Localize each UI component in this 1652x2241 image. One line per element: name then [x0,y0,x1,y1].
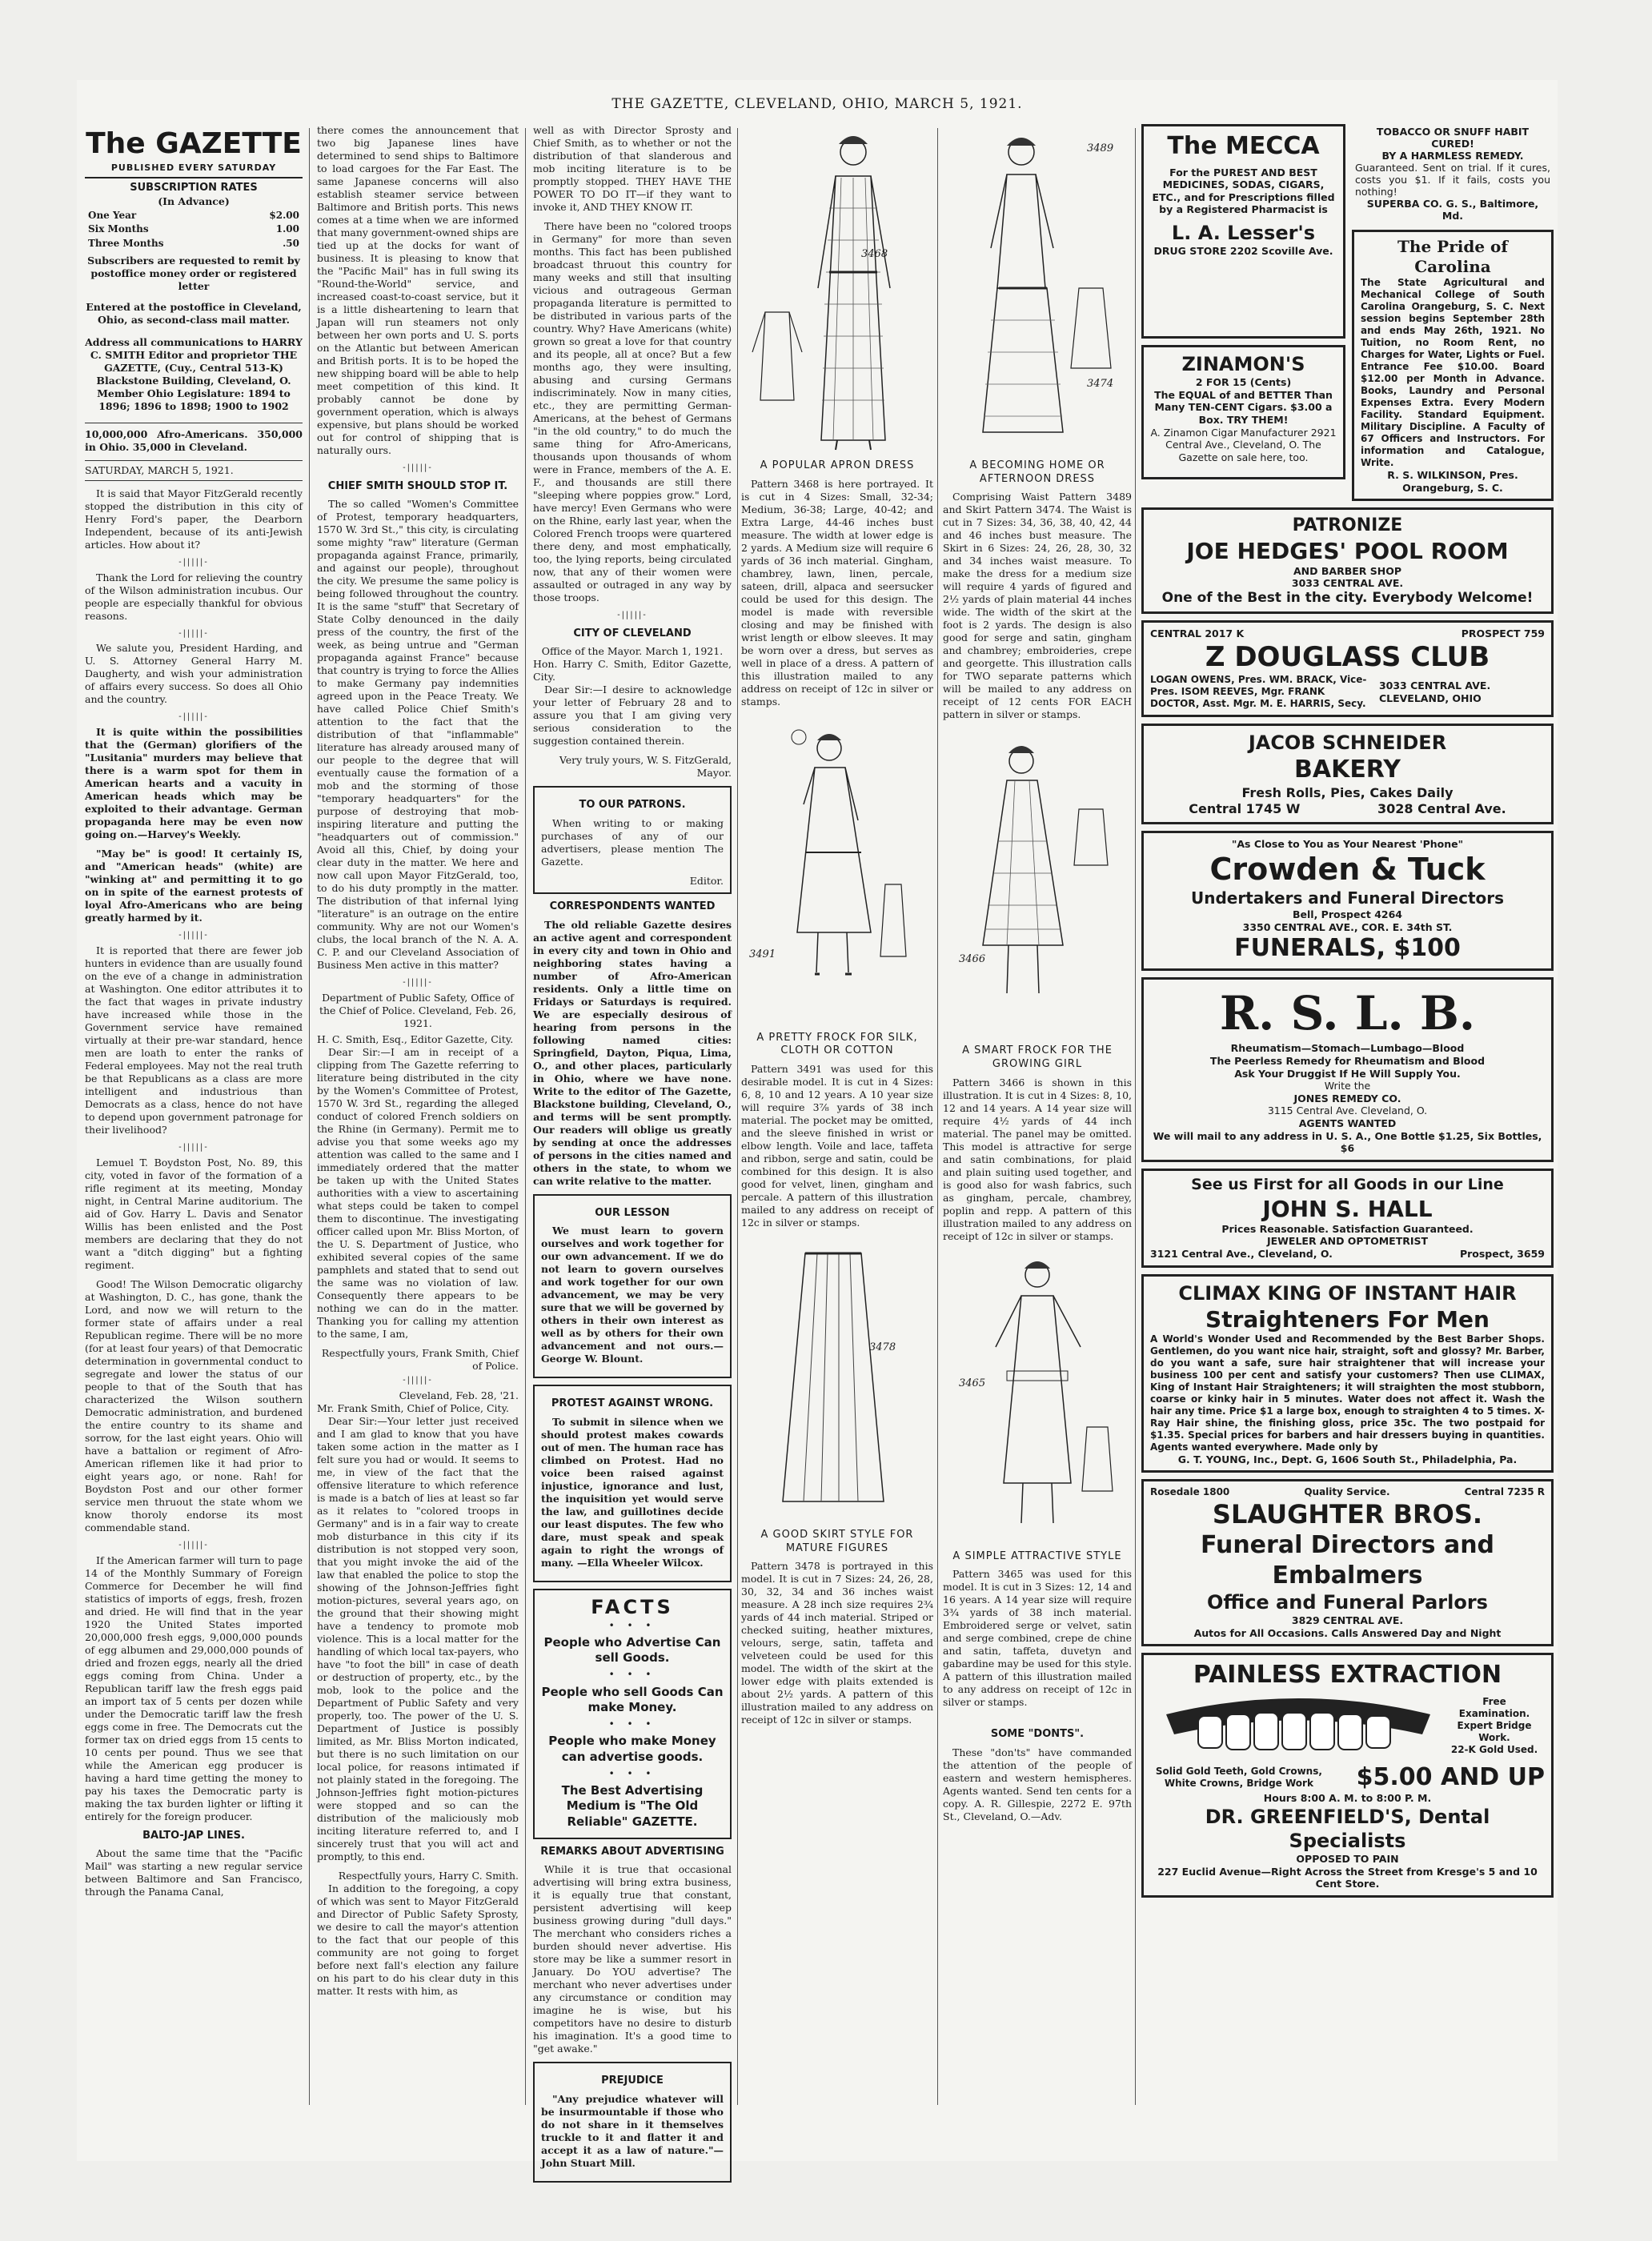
running-head: THE GAZETTE, CLEVELAND, OHIO, MARCH 5, 1921. [611,96,1023,112]
simple-style-illustration [943,1251,1132,1547]
issue-date: SATURDAY, MARCH 5, 1921. [85,460,303,481]
facts-box [533,1589,732,1839]
box-title: PREJUDICE [601,2075,664,2087]
ad-line: JEWELER AND OPTOMETRIST [1266,1235,1429,1248]
ad-line: Write the [1324,1080,1371,1092]
column-rule [937,128,938,2105]
fashion-text: Pattern 3491 was used for this desirable model. It is cut in 4 Sizes: 6, 8, 10 and 12 years. A 10 year size will require 3⅞ yards of 38 inch material. The pocket may be omitted, and the sleeve finished in wrist or elbow length. Voile and lace, taffeta and ribbon, serge and satin, could be combined for this design. It is also good for velvet, linen, gingham and percale. A pattern of this illustration mailed to any address on receipt of 12c in silver or stamps. [741,1062,933,1229]
ad-signature: R. S. WILKINSON, Pres. Orangeburg, S. C. [1387,469,1518,494]
separator: -|||||- [178,1143,209,1153]
column-2 [317,124,519,2153]
box-title: TO OUR PATRONS. [579,799,686,812]
bakery-ad [1141,724,1554,824]
dots: • • • [608,1718,656,1730]
ad-title: JOE HEDGES' POOL ROOM [1186,537,1509,564]
fashion-figure [943,128,1132,456]
hall-ad [1141,1169,1554,1268]
carolina-ad [1352,230,1554,501]
ad-phone: Prospect, 3659 [1459,1247,1545,1260]
ad-line: One of the Best in the city. Everybody Welcome! [1161,590,1534,606]
fashion-text: Pattern 3468 is here portrayed. It is cut in 4 Sizes: Small, 32-34; Medium, 36-38; Large, 40-42; and Extra Large, 44-46 inches bust measure. The width at lower edge is 2 yards. A Medium size will require 6 yards of 36 inch material. Gingham, chambrey, lawn, linen, percale, sateen, drill, alpaca and seersucker could be used for this design. The model is made with reversible closing and may be finished with wrist length or elbow sleeves. It may be worn over a dress, but serves as well in place of a dress. A pattern of this illustration mailed to any address on receipt of 12c in silver or stamps. [741,477,933,708]
teeth-illustration [1150,1690,1446,1762]
editorial-paragraph: The so called "Women's Committee of Protest, temporary headquarters, 1570 W. 3rd St.," this city, is circulating some mighty "raw" literature (German propaganda against France, primarily, and against our people), throughout the city. We presume the same policy is being followed throughout the country. It is the same "stuff" that Secretary of State Colby denounced in the daily press of the country, the first of the week, as being untrue and "German propaganda against France" because that country is trying to force the Allies to make Germany pay indemnities agreed upon in the Peace Treaty. We have called Police Chief Smith's attention to the fact that the distribution of that "inflammable" literature has already aroused many of our people to the degree that will eventually cause the formation of a mob and the storming of those "temporary headquarters" for the purpose of destroying that mob-inspiring literature and putting the "headquarters out of commission." Avoid all this, Chief, by doing your clear duty in the matter. We here and now call upon Mayor FitzGerald, too, to do his duty promptly in the matter. The distribution of that infernal lying "literature" is an outrage on the entire community. Why are not our Women's clubs, the local branch of the N. A. A. C. P. and our Cleveland Association of Business Men active in this matter? [317,498,519,972]
section-heading: REMARKS ABOUT ADVERTISING [540,1845,724,1858]
ad-title: ZINAMON'S [1181,353,1305,375]
ad-hours: Hours 8:00 A. M. to 8:00 P. M. [1263,1792,1432,1805]
newspaper-page [77,80,1558,2170]
ad-title: Crowden & Tuck [1209,851,1486,887]
editorial-paragraph: It is reported that there are fewer job hunters in evidence than are usually found on the eve of a change in administration at Washington. One editor attributes it to the fact that wages in private industry have increased while those in the Government service have remained virtually at their pre-war standard, hence men are loath to enter the ranks of Federal employees. May not the real truth be that Republicans as a class are more intelligent and industrious than Democrats as a class, hence do not have to depend upon government patronage for their livelihood? [85,944,303,1137]
afternoon-dress-illustration [943,128,1132,456]
climax-ad [1141,1274,1554,1473]
fashion-figure [741,128,933,456]
rates-title: SUBSCRIPTION RATES [130,182,258,194]
fact-line: The Best Advertising Medium is "The Old Reliable" GAZETTE. [561,1783,704,1829]
ad-body: The EQUAL of and BETTER Than Many TEN-CENT Cigars. $3.00 a Box. TRY THEM! [1154,388,1333,426]
ad-address: 3121 Central Ave., Cleveland, O. [1150,1247,1333,1260]
fashion-text: Pattern 3466 is shown in this illustration. It is cut in 4 Sizes: 8, 10, 12 and 14 years. A 14 year size will require 4½ yards of 44 inch material. The panel may be omitted. This model is attractive for serge and satin combinations, for plaid and plain suiting used together, and is good also for wash fabrics, such as gingham, percale, chambrey, poplin and repp. A pattern of this illustration mailed to any address on receipt of 12c in silver or stamps. [943,1076,1132,1242]
column-rule [1135,128,1136,2105]
ad-tagline: "As Close to You as Your Nearest 'Phone" [1231,837,1464,850]
protest-box [533,1385,732,1582]
ad-title: The Pride of Carolina [1397,237,1508,276]
ad-line: Solid Gold Teeth, Gold Crowns, White Crowns, Bridge Work [1155,1765,1322,1789]
ad-phone: PROSPECT 759 [1461,627,1545,640]
prejudice-box [533,2062,732,2183]
rate-label: Six Months [88,223,149,235]
ad-price: $5.00 AND UP [1356,1762,1545,1791]
pattern-number: 3478 [869,1341,896,1353]
separator: -|||||- [178,628,209,638]
ad-address: 227 Euclid Avenue—Right Across the Street from Kresge's 5 and 10 Cent Store. [1157,1865,1538,1890]
dots: • • • [608,1669,656,1681]
column-rule [309,128,310,2105]
section-heading: SOME "DONTS". [990,1728,1085,1741]
ad-sub: BY A HARMLESS REMEDY. [1381,150,1524,162]
rates-table [85,208,303,251]
ad-price: FUNERALS, $100 [1234,934,1461,963]
ad-line: We will mail to any address in U. S. A., One Bottle $1.25, Six Bottles, $6 [1153,1129,1542,1155]
ad-address: A. Zinamon Cigar Manufacturer 2921 Central Ave., Cleveland, O. The Gazette on sale here, too. [1150,426,1337,463]
ad-right-stack [1352,124,1554,507]
editorial-paragraph: well as with Director Sprosty and Chief Smith, as to whether or not the distribution of that slanderous and mob inciting literature is to be promptly stopped. THEY HAVE THE POWER TO DO IT—if they want to invoke it, AND THEY KNOW IT. [533,124,732,213]
ad-address: DRUG STORE 2202 Scoville Ave. [1153,245,1333,257]
fact-line: People who make Money can advertise goods. [548,1734,716,1764]
pattern-number: 3465 [959,1377,986,1389]
editorial-paragraph: While it is true that occasional advertising will bring extra business, it is equally true that constant, persistent advertising will keep business growing during "dull days." The merchant who considers riches a burden should never advertise. His store may be like a summer resort in January. Do YOU advertise? The merchant who never advertises under any circumstance or condition may imagine he is wise, but his competitors have no desire to disturb his imagination. It's a good time to "get awake." [533,1863,732,2055]
ad-phone: Bell, Prospect 4264 [1293,908,1402,920]
fashion-figure [943,729,1132,1041]
letter-body: Dear Sir:—I am in receipt of a clipping from The Gazette referring to literature being distributed in the city by the Women's Committee of Protest, 1570 W. 3rd St., regarding the alleged conduct of colored French soldiers on the Rhine (in Germany). Permit me to advise you that some weeks ago my attention was called to the same and I immediately ordered that the matter be taken up with the United States authorities with a view to ascertaining what steps could be taken to compel them to discontinue. The investigating officer called upon Mr. Bliss Morton, of the U. S. Department of Justice, who exhibited several copies of the same pamphlets and stated that to send out the same was no violation of law. Consequently there appears to be nothing we can do in the matter. Thanking you for calling my attention to the same, I am, [317,1046,519,1341]
ad-body: For the PUREST AND BEST MEDICINES, SODAS, CIGARS, ETC., and for Prescriptions filled by a Registered Pharmacist is [1152,166,1335,216]
section-heading: CITY OF CLEVELAND [573,627,692,639]
ad-tagline: Quality Service. [1304,1486,1390,1498]
column-rule [525,128,526,2105]
masthead: The GAZETTE [86,127,302,160]
fashion-text: Pattern 3465 was used for this model. It is cut in 3 Sizes: 12, 14 and 16 years. A 14 year size will require 3¾ yards of 38 inch material. Embroidered serge or velvet, satin and serge combined, crepe de chine and satin, taffeta, duvetyn and gabardine may be used for this style. A pattern of this illustration mailed to any address on receipt of 12c in silver or stamps. [943,1568,1132,1709]
separator: -|||||- [178,557,209,567]
rates-sub: (In Advance) [158,194,230,207]
fashion-text: These "don'ts" have commanded the attention of the people of eastern and western hemispheres. Agents wanted. Send ten cents for a copy. A. R. Gillespie, 2272 E. 97th St., Cleveland, O.—Adv. [943,1746,1132,1822]
ad-side-note: Expert Bridge Work. [1457,1720,1532,1744]
editorial-paragraph: Lemuel T. Boydston Post, No. 89, this city, voted in favor of the formation of a rifle regiment at its meeting, Monday night, in Central Marine auditorium. The aid of Gov. Harry L. Davis and Senator Willis has been enlisted and the Post members are declaring that they do not want a "ditch digging" but a fighting regiment. [85,1156,303,1271]
patrons-box [533,786,732,894]
separator: -|||||- [403,978,433,988]
fashion-column-left [741,128,933,1731]
ad-line: The Peerless Remedy for Rheumatism and Blood [1209,1054,1486,1067]
ad-title: BAKERY [1293,756,1401,784]
zinamon-ad [1141,345,1345,479]
ad-address: CLEVELAND, OHIO [1378,692,1482,704]
ad-sub: Straighteners For Men [1205,1305,1490,1333]
ad-line: OPPOSED TO PAIN [1296,1853,1399,1865]
slaughter-ad [1141,1479,1554,1646]
apron-dress-illustration [741,128,933,456]
ad-left-stack [1141,124,1345,507]
section-heading: BALTO-JAP LINES. [142,1829,245,1842]
ad-title: PAINLESS EXTRACTION [1193,1661,1502,1690]
editorial-paragraph: "May be" is good! It certainly IS, and "American heads" (white) are "winking at" and permitting it to go on in spite of the earnest protests of loyal Afro-Americans who are being greatly harmed by it. [85,848,303,924]
ad-firm: SUPERBA CO. G. S., Baltimore, Md. [1366,198,1539,222]
rate-row [86,210,301,222]
ad-side-note: Free Examination. [1458,1696,1530,1720]
ad-title: CLIMAX KING OF INSTANT HAIR [1178,1281,1517,1305]
ad-body: A World's Wonder Used and Recommended by the Best Barber Shops. Gentlemen, do you want nice hair, straight, soft and glossy? Mr. Barber, do you want a safe, sure hair straightener that will increase your business 100 per cent and satisfy your customers? Then use CLIMAX, King of Instant Hair Straighteners; it will straighten the most stubborn, coarse or kinky hair in 5 minutes. Water does not affect it. Wash the hair any time. Price $1 a large box, enough to straighten 4 to 5 times. X-Ray Hair shine, the finishing gloss, price 35c. The two postpaid for $1.35. Special prices for barbers and hair dressers buying in quantities. Agents wanted everywhere. Made only by [1150,1333,1545,1453]
ad-line: AND BARBER SHOP [1293,564,1401,577]
rate-label: One Year [88,209,137,221]
ad-address: 3033 CENTRAL AVE. [1378,680,1491,692]
letter-address: Hon. Harry C. Smith, Editor Gazette, City. [533,658,732,684]
letter-body: Dear Sir:—I desire to acknowledge your letter of February 28 and to assure you that I am giving very serious consideration to the suggestion contained therein. [533,684,732,748]
ad-line: JACOB SCHNEIDER [1248,732,1447,755]
dept-heading: Department of Public Safety, Office of the Chief of Police. Cleveland, Feb. 26, 1921. [319,992,517,1030]
fashion-caption: A PRETTY FROCK FOR SILK, CLOTH OR COTTON [756,1031,918,1057]
fashion-text: Pattern 3478 is portrayed in this model. It is cut in 7 Sizes: 24, 26, 28, 30, 32, 34 and 36 inches waist measure. A 28 inch size requires 2¾ yards of 44 inch material. Striped or checked suiting, heather mixtures, velours, serge, satin, taffeta and velveteen could be used for this model. The width of the skirt at the lower edge with plaits extended is about 2½ yards. A pattern of this illustration mailed to any address on receipt of 12c in silver or stamps. [741,1560,933,1726]
fashion-figure [943,1251,1132,1547]
letter-address: Mr. Frank Smith, Chief of Police, City. [317,1402,509,1415]
ad-line: Office and Funeral Parlors [1207,1591,1488,1614]
editorial-paragraph: Thank the Lord for relieving the country of the Wilson administration incubus. Our people are especially thankful for obvious reasons. [85,571,303,622]
letter-body: Dear Sir:—Your letter just received and I am glad to know that you have taken some action in the matter as I felt sure you had or would. It seems to me, in view of the fact that the offensive literature to which reference is made is a batch of lies at least so far as it relates to "colored troops in Germany" and is in a fair way to create mob disturbance in this city if its distribution is not stopped very soon, that you might invoke the aid of the law that enabled the police to stop the showing of the Johnson-Jeffries fight motion-pictures, several years ago, on the ground that their showing might have a tendency to promote mob violence. This is a local matter for the handling of which local tax-payers, who have "to foot the bill" in case of death or destruction of property, etc., by the mob, look to the police and the Department of Public Safety and very properly, too. The power of the U. S. Department of Justice is possibly limited, as Mr. Bliss Morton indicated, but there is no such limitation on our local police, for reasons intimated if not plainly stated in the foregoing. The Johnson-Jeffries fight motion-pictures were stopped and so can the distribution of the maliciously mob inciting literature referred to, and I sincerely trust that you will act and promptly, to this end. [317,1415,519,1863]
pattern-number: 3474 [1087,378,1114,390]
fashion-caption: A SIMPLE ATTRACTIVE STYLE [952,1549,1122,1562]
mayor-office: Office of the Mayor. March 1, 1921. [541,645,724,658]
fashion-caption: A GOOD SKIRT STYLE FOR MATURE FIGURES [760,1528,914,1554]
dots: • • • [608,1619,656,1631]
column-1 [85,124,303,2153]
dots: • • • [608,1767,656,1779]
fashion-column-right [943,128,1132,1828]
ad-line: Prices Reasonable. Satisfaction Guaranteed. [1221,1222,1474,1235]
separator: -|||||- [178,712,209,722]
box-signature: Editor. [689,875,724,888]
editorial-paragraph: We salute you, President Harding, and U. S. Attorney General Harry M. Daugherty, and wish your administration of affairs every success. So does all Ohio and the country. [85,642,303,706]
editorial-paragraph: Good! The Wilson Democratic oligarchy at Washington, D. C., has gone, thank the Lord, and now we will return to the former state of affairs under a real Republican regime. There will be no more (for at least four years) of that Democratic determination in governmental conduct to segregate and lower the status of our people to that of the South that has characterized the Wilson southern Democratic administration, and burdened the entire country to its shame and sorrow, for the last eight years. Ohio will have a battalion or regiment of Afro-American riflemen like it had prior to eight years ago, or none. Rah! for Boydston Post and our other former service men thruout the state whom we know thoroly endorse its most commendable stand. [85,1277,303,1533]
pattern-number: 3468 [861,248,888,260]
ad-name: L. A. Lesser's [1171,222,1316,244]
box-title: FACTS [591,1595,674,1618]
pattern-number: 3491 [749,948,776,960]
ad-line: 3115 Central Ave. Cleveland, O. [1267,1104,1428,1117]
section-heading: CHIEF SMITH SHOULD STOP IT. [327,479,508,492]
ad-line: JONES REMEDY CO. [1293,1092,1401,1104]
fashion-figure [741,716,933,1028]
box-text: "Any prejudice whatever will be insurmountable if those who do not share in it themselves truckle to it and flatter it and accept it as a law of nature."—John Stuart Mill. [541,2093,724,2170]
letter-signature: Very truly yours, W. S. FitzGerald, Mayor. [559,754,732,780]
letter-date: Cleveland, Feb. 28, '21. [399,1389,519,1402]
box-text: When writing to or making purchases of any of our advertisers, please mention The Gazette. [541,817,724,868]
rate-price: $2.00 [269,209,299,221]
editorial-paragraph: If the American farmer will turn to page 14 of the Monthly Summary of Foreign Commerce for December he will find statistics of imports of eggs, fresh, frozen and dried. He will find that in the year 1920 the United States imported 20,000,000 fresh eggs, 9,000,000 pounds of egg albumen and 29,000,000 pounds of dried and frozen eggs, nearly all the dried eggs coming from China. Under a Republican tariff law the fresh eggs paid an import tax of 5 cents per dozen while under the Democratic tariff law the fresh eggs come in free. The Democrats cut the former tax on dried eggs from 15 cents to 10 cents per pound. Thus we see that while the American egg producer is having a hard time getting the money to pay his taxes the Democratic party is making the tax burden lighter or lifting it entirely for the foreign producer. [85,1553,303,1822]
girl-frock-illustration [741,716,933,1028]
mecca-ad [1141,124,1345,339]
ad-address: 3350 CENTRAL AVE., COR. E. 34th ST. [1242,920,1453,933]
fact-line: People who sell Goods Can make Money. [541,1684,724,1714]
ad-row [1141,124,1554,507]
letter-address: H. C. Smith, Esq., Editor Gazette, City. [317,1033,514,1046]
address-block: Address all communications to HARRY C. SMITH Editor and proprietor THE GAZETTE, (Cuy., Central 513-K) Blackstone Building, Cleveland, O. Member Ohio Legislature: 1894 to 1896; 1896 to 1898; 1900 to 1902 [85,335,303,412]
separator: -|||||- [617,611,648,619]
ad-line: PATRONIZE [1292,515,1403,536]
separator: -|||||- [403,1376,433,1385]
skirt-illustration [741,1237,933,1525]
ad-title: The MECCA [1167,132,1320,160]
rslb-ad [1141,977,1554,1162]
entered-note: Entered at the postoffice in Cleveland, Ohio, as second-class mail matter. [86,300,302,326]
fashion-caption: A POPULAR APRON DRESS [760,459,915,471]
lesson-box [533,1194,732,1379]
ad-sub: 2 FOR 15 (Cents) [1195,376,1292,388]
editorial-paragraph: It is said that Mayor FitzGerald recently stopped the distribution in this city of Henry Ford's paper, the Dearborn Independent, because of its anti-Jewish articles. How about it? [85,487,303,551]
rate-label: Three Months [88,237,164,249]
ad-title: R. S. L. B. [1219,985,1476,1040]
ad-body: Guaranteed. Sent on trial. If it cures, costs you $1. If it fails, costs you nothing! [1355,162,1550,198]
remit-note: Subscribers are requested to remit by postoffice money order or registered letter [87,254,300,292]
separator: -|||||- [403,463,433,472]
pattern-number: 3466 [959,953,986,966]
fashion-figure [741,1237,933,1525]
growing-girl-frock-illustration [943,729,1132,1041]
box-title: OUR LESSON [595,1206,670,1219]
ad-phone: Central 1745 W [1189,800,1301,816]
column-3 [533,124,732,2170]
rate-row [86,223,301,235]
rate-price: 1.00 [275,223,299,235]
ad-line: 3033 CENTRAL AVE. [1291,577,1404,590]
ad-phone: Central 7235 R [1464,1486,1545,1498]
pattern-number: 3489 [1087,142,1114,154]
ad-phone: CENTRAL 2017 K [1150,627,1245,640]
dental-ad [1141,1653,1554,1898]
editorial-paragraph: It is quite within the possibilities that the (German) glorifiers of the "Lusitania" murders may believe that there is a warm spot for them in American hearts and a vacuity in American heads which may be exploited to their advantage. German propaganda here may be even now going on.—Harvey's Weekly. [85,726,303,841]
editorial-paragraph: There have been no "colored troops in Germany" for more than seven months. This fact has been published broadcast thruout this country for many weeks and still that insulting vicious and outrageous German propaganda literature is permitted to be distributed in various parts of the country. Why? Have Americans (white) grown so great a love for that country and its people, all at once? But a few months ago, they were insulting, abusing and cursing Germans indiscriminately. Now in many cities, etc., they are permitting German-Americans, at the behest of Germans "in the old country," to do much the same thing for Afro-Americans, thousands upon thousands of whom were in France, members of the A. E. F., and thousands are still there "sleeping where poppies grow." Lord, have mercy! Even Germans who were on the Rhine, early last year, when the Colored French troops were quartered there deny, and most emphatically, too, the lying reports, being circulated now, that any of their women were assaulted or outraged in any way by those troops. [533,220,732,603]
ad-address: 3028 Central Ave. [1377,800,1506,816]
tobacco-ad [1352,124,1554,223]
ad-line: See us First for all Goods in our Line [1191,1175,1504,1193]
letter-signature: Respectfully yours, Harry C. Smith. [338,1870,519,1882]
separator: -|||||- [178,931,209,940]
douglass-club-ad [1141,620,1554,717]
rate-row [86,238,301,250]
editorial-paragraph: About the same time that the "Pacific Mail" was starting a new regular service between Baltimore and San Francisco, through the Panama Canal, [85,1847,303,1898]
ad-body: The State Agricultural and Mechanical College of South Carolina Orangeburg, S. C. Next session begins September 28th and ends May 26th, 1921. No Tuition, no Room Rent, no Charges for Water, Lights or Fuel. Entrance Fee $10.00. Board $12.00 per Month in Advance. Books, Laundry and Personal Expenses Extra. Every Modern Facility. Standard Equipment. Military Discipline. A Faculty of 67 Officers and Instructors. For information and Catalogue, Write. [1361,277,1545,468]
ad-sub: Funeral Directors and Embalmers [1200,1531,1495,1590]
editorial-paragraph: In addition to the foregoing, a copy of which was sent to Mayor FitzGerald and Director of Public Safety Sprosty, we desire to call the mayor's attention to the fact that our people of this community are not going to forget before next fall's election any failure on his part to do his clear duty in this matter. It rests with him, as [317,1882,519,1998]
ad-title: Z DOUGLASS CLUB [1205,640,1490,673]
ad-line: AGENTS WANTED [1298,1117,1397,1129]
fashion-text: Comprising Waist Pattern 3489 and Skirt Pattern 3474. The Waist is cut in 7 Sizes: 34, 36, 38, 40, 42, 44 and 46 inches bust measure. The Skirt in 6 Sizes: 24, 26, 28, 30, 32 and 34 inches waist measure. To make the dress for a medium size will require 4 yards of figured and 2½ yards of plain material 44 inches wide. The width of the skirt at the foot is 2 yards. The design is also good for serge and satin, gingham and chambrey; embroideries, crepe and georgette. This illustration calls for TWO separate patterns which will be mailed to any address on receipt of 12 cents FOR EACH pattern in silver or stamps. [943,491,1132,721]
box-title: PROTEST AGAINST WRONG. [551,1397,714,1410]
ad-sub: Undertakers and Funeral Directors [1190,888,1505,908]
separator: -|||||- [178,1540,209,1549]
ad-side-note: 22-K Gold Used. [1450,1744,1538,1756]
column-rule [737,128,738,2105]
ad-line: Rheumatism—Stomach—Lumbago—Blood [1230,1042,1465,1055]
ad-line: Autos for All Occasions. Calls Answered Day and Night [1193,1626,1502,1639]
ad-phone: Rosedale 1800 [1150,1486,1230,1498]
section-heading: CORRESPONDENTS WANTED [549,900,716,913]
ad-line: Ask Your Druggist If He Will Supply You. [1234,1067,1461,1080]
fashion-caption: A SMART FROCK FOR THE GROWING GIRL [962,1044,1113,1070]
ad-firm: G. T. YOUNG, Inc., Dept. G, 1606 South St., Philadelphia, Pa. [1177,1453,1518,1465]
ad-title: SLAUGHTER BROS. [1212,1499,1483,1530]
fashion-caption: A BECOMING HOME OR AFTERNOON DRESS [969,459,1105,485]
ad-title: TOBACCO OR SNUFF HABIT CURED! [1376,126,1530,150]
hedges-ad [1141,507,1554,614]
ad-line: Fresh Rolls, Pies, Cakes Daily [1241,784,1454,800]
box-text: To submit in silence when we should protest makes cowards out of men. The human race has climbed on Protest. Had no voice been raised against injustice, ignorance and lust, the inquisition yet would serve the law, and guillotines decide our least disputes. The few who dare, must speak and speak again to right the wrongs of many. —Ella Wheeler Wilcox. [541,1415,724,1569]
ad-name: DR. GREENFIELD'S, Dental Specialists [1205,1806,1490,1852]
ad-title: JOHN S. HALL [1262,1195,1433,1222]
editorial-paragraph: The old reliable Gazette desires an active agent and correspondent in every city and town in Ohio and neighboring states having a number of Afro-American residents. Only a little time on Fridays or Saturdays is required. We are especially desirous of hearing from persons in the following named cities: Springfield, Dayton, Piqua, Lima, O., and other places, particularly in Ohio, where we have none. Write to the editor of The Gazette, Blackstone building, Cleveland, O., and terms will be sent promptly. Our readers will oblige us greatly by sending at once the addresses of persons in the cities named and others in the state, to whom we can write relative to the matter. [533,918,732,1187]
box-text: We must learn to govern ourselves and work together for our own advancement. If we do not learn to govern ourselves and work together for our own advancement, we may be very sure that we will be governed by others in their own interest as well as by others for their own advancement and not ours.—George W. Blount. [541,1225,724,1365]
ad-officers: LOGAN OWENS, Pres. WM. BRACK, Vice-Pres. ISOM REEVES, Mgr. FRANK DOCTOR, Asst. Mgr. M. E. HARRIS, Secy. [1150,674,1367,710]
rate-price: .50 [283,237,299,249]
published-line: PUBLISHED EVERY SATURDAY [110,162,277,174]
letter-signature: Respectfully yours, Frank Smith, Chief of Police. [321,1347,519,1373]
population-note: 10,000,000 Afro-Americans. 350,000 in Ohio. 35,000 in Cleveland. [85,423,303,454]
ad-address: 3829 CENTRAL AVE. [1291,1614,1404,1627]
editorial-paragraph: there comes the announcement that two big Japanese lines have determined to send ships to Baltimore to load cargoes for the Far East. The same Japanese concerns will also establish steamer service between Baltimore and British ports. This news comes at a time when we are informed that many government-owned ships are tied up at the docks for want of business. It is pleasing to know that the "Pacific Mail" has in full swing its "Round-the-World" service, and increased coast-to-coast service, but it is a little disheartening to learn that Japan will run steamers not only between her own ports and U. S. ports on the Atlantic but between American and British ports. It is to be hoped the new shipping board will be able to help meet competition of this kind. It probably cannot be done by government operation, which is always expensive, but plans should be worked out for control of shipping that is naturally ours. [317,124,519,456]
ads-column [1141,124,1554,1904]
fact-line: People who Advertise Can sell Goods. [543,1635,721,1666]
crowden-tuck-ad [1141,831,1554,971]
